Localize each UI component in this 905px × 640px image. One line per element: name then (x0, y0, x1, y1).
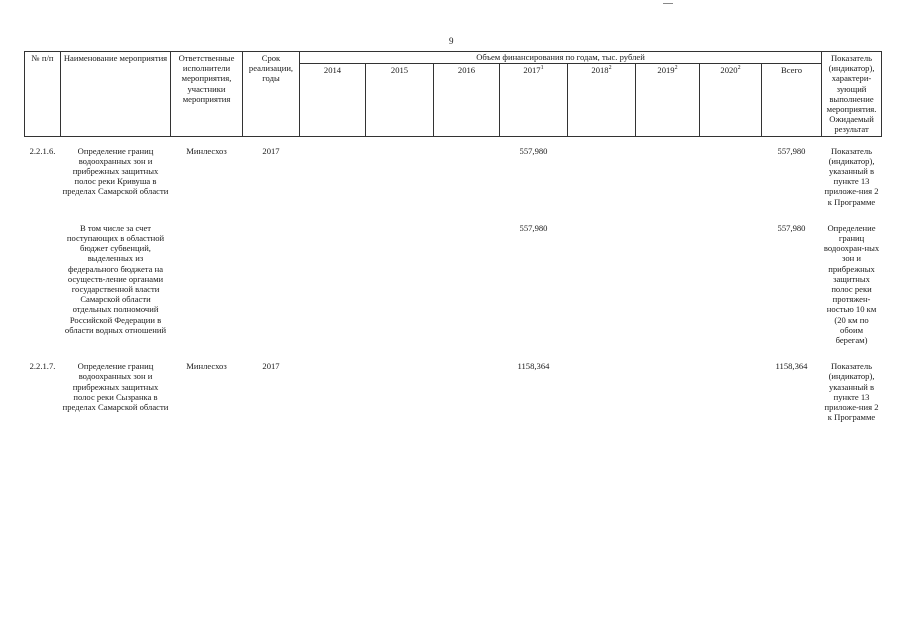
year-label: 2014 (323, 65, 342, 76)
year-label: 2015 (390, 65, 409, 76)
header-year-2014 (300, 64, 366, 137)
spacer-row (25, 136, 882, 145)
responsible-cell: Минлесхоз (186, 145, 227, 156)
header-year-2020 (700, 64, 762, 137)
header-financing: Объем финансирования по годам, тыс. рублей (300, 52, 822, 64)
amount-total: 557,980 (777, 222, 806, 233)
measure-name: В том числе за счет поступающих в областной бюджет субвенций, выделенных из федерального бюджета на осуществ-ление органами государственной власти Самарской области отдельных полномочий Российской Федерации в области водных отношений (64, 222, 167, 335)
header-term: Срок реализации, годы (243, 52, 300, 137)
page-number: 9 (449, 36, 454, 46)
header-year-2016 (434, 64, 500, 137)
year-label: 2016 (457, 65, 476, 76)
row-number: 2.2.1.7. (29, 361, 56, 372)
indicator-cell: Определение границ водоохран-ных зон и прибрежных защитных полос реки протяжен-ностью 10 км (20 км по обоим берегам) (823, 222, 880, 346)
year-footnote-mark: 2 (737, 65, 741, 72)
amount-2017: 557,980 (519, 222, 548, 233)
year-label: 2017 (523, 65, 541, 76)
header-responsible: Ответственные исполнители мероприятия, участники мероприятия (171, 52, 243, 137)
scan-mark (663, 3, 673, 4)
amount-total: 557,980 (777, 145, 806, 156)
year-label: 2020 (720, 65, 738, 76)
header-total: Всего (762, 64, 822, 137)
spacer-row (25, 346, 882, 360)
term-cell: 2017 (262, 361, 280, 372)
header-row (25, 52, 882, 64)
year-footnote-mark: 1 (540, 65, 544, 72)
header-year-2018 (568, 64, 636, 137)
measure-name: Определение границ водоохранных зон и прибрежных защитных полос реки Кривуша в пределах Самарской области (62, 145, 169, 197)
responsible-cell: Минлесхоз (186, 361, 227, 372)
term-cell (243, 222, 300, 346)
indicator-cell: Показатель (индикатор), указанный в пункте 13 приложе-ния 2 к Программе (824, 145, 879, 207)
year-label: 2018 (591, 65, 609, 76)
amount-total: 1158,364 (775, 361, 808, 372)
header-indicator: Показатель (индикатор), характери-зующий выполнение мероприятия. Ожидаемый результат (822, 52, 882, 137)
row-number (25, 222, 61, 346)
table-row (25, 360, 882, 423)
amount-2017: 557,980 (519, 145, 548, 156)
table-row (25, 145, 882, 208)
indicator-cell: Показатель (индикатор), указанный в пункте 13 приложе-ния 2 к Программе (824, 361, 879, 423)
header-year-2015 (366, 64, 434, 137)
year-footnote-mark: 2 (674, 65, 678, 72)
year-footnote-mark: 2 (608, 65, 612, 72)
amount-2017: 1158,364 (517, 361, 550, 372)
header-number: № п/п (25, 52, 61, 137)
program-measures-table (24, 51, 882, 424)
spacer-row (25, 208, 882, 222)
header-year-2019 (636, 64, 700, 137)
row-number: 2.2.1.6. (29, 145, 56, 156)
measure-name: Определение границ водоохранных зон и прибрежных защитных полос реки Сызранка в пределах Самарской области (62, 361, 169, 413)
header-name: Наименование мероприятия (61, 52, 171, 137)
table-row (25, 222, 882, 346)
responsible-cell (171, 222, 243, 346)
year-label: 2019 (657, 65, 675, 76)
header-year-2017 (500, 64, 568, 137)
term-cell: 2017 (262, 145, 280, 156)
